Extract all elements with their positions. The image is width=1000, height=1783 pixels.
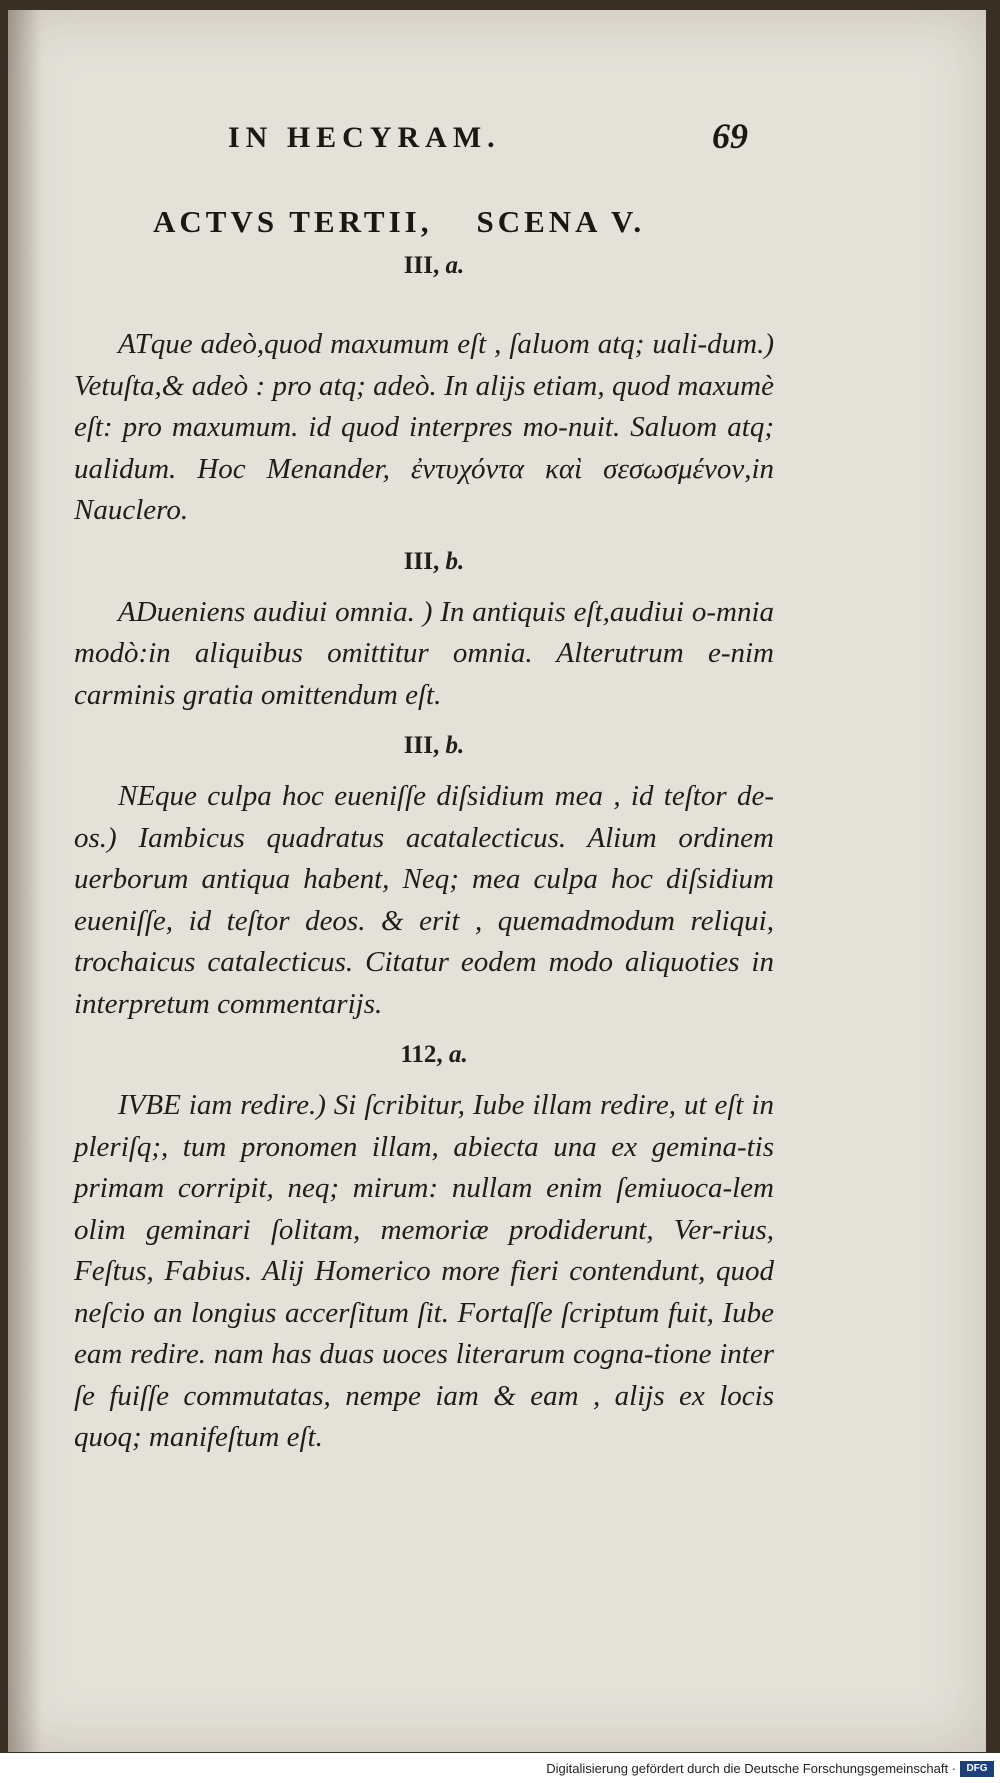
line-reference: [74, 726, 774, 766]
line-reference: [74, 1035, 774, 1075]
reference-letter: a.: [445, 252, 465, 279]
reference-number: III,: [403, 252, 440, 279]
scene-title: SCENA V.: [476, 204, 646, 239]
running-title: IN HECYRAM.: [228, 121, 501, 154]
digitization-footer: [0, 1753, 1000, 1783]
commentary-note: [74, 324, 774, 532]
commentary-note: [74, 592, 774, 717]
commentary-note: [74, 1085, 774, 1459]
reference-letter: b.: [445, 732, 465, 759]
funding-credit: Digitalisierung gefördert durch die Deutsche Forschungsgemeinschaft ·: [546, 1761, 956, 1776]
commentary-note: [74, 776, 774, 1025]
book-page: [8, 10, 986, 1752]
reference-letter: b.: [445, 547, 465, 575]
line-reference: [74, 542, 774, 582]
commentary-body: [74, 246, 774, 1469]
line-reference: [74, 246, 774, 286]
note-text: ADueniens audiui omnia. ) In antiquis eſt,audiui o-mnia modò:in aliquibus omittitur omnia. Alterutrum e-nim carminis gratia omittendum eſt.: [74, 595, 774, 711]
note-text: IVBE iam redire.) Si ſcribitur, Iube illam redire, ut eſt in pleriſq;, tum pronomen illam, abiecta una ex gemina-tis primam corripit, neq; mirum: nullam enim ſemiuoca-lem olim geminari ſolitam, memoriæ prodiderunt, Ver-rius, Feſtus, Fabius. Alij Homerico more fieri contendunt, quod neſcio an longius accerſitum ſit. Fortaſſe ſcriptum fuit, Iube eam redire. nam has duas uoces literarum cogna-tione inter ſe fuiſſe commutatas, nempe iam & eam , alijs ex locis quoq; manifeſtum eſt.: [74, 1089, 774, 1453]
note-text: ATque adeò,quod maxumum eſt , ſaluom atq; uali-dum.) Vetuſta,& adeò : pro atq; adeò. In alijs etiam, quod maxumè eſt: pro maxumum. id quod interpres mo-nuit. Saluom atq; ualidum. Hoc Menander, ἐντυχόντα καὶ σεσωσμένον,in Nauclero.: [74, 328, 774, 526]
reference-number: III,: [403, 547, 440, 575]
page-number: 69: [712, 116, 748, 156]
note-text: NEque culpa hoc eueniſſe diſsidium mea , id teſtor de-os.) Iambicus quadratus acatalecticus. Alium ordinem uerborum antiqua habent, Neq; mea culpa hoc diſsidium eueniſſe, id teſtor deos. & erit , quemadmodum reliqui, trochaicus catalecticus. Citatur eodem modo aliquoties in interpretum commentarijs.: [74, 780, 774, 1020]
running-head: [218, 115, 748, 165]
act-title: ACTVS TERTII,: [153, 204, 433, 239]
reference-number: III,: [403, 732, 440, 759]
reference-number: 112,: [400, 1041, 443, 1068]
dfg-logo: DFG: [960, 1761, 994, 1777]
reference-letter: a.: [448, 1041, 468, 1068]
act-scene-heading: [153, 204, 753, 240]
